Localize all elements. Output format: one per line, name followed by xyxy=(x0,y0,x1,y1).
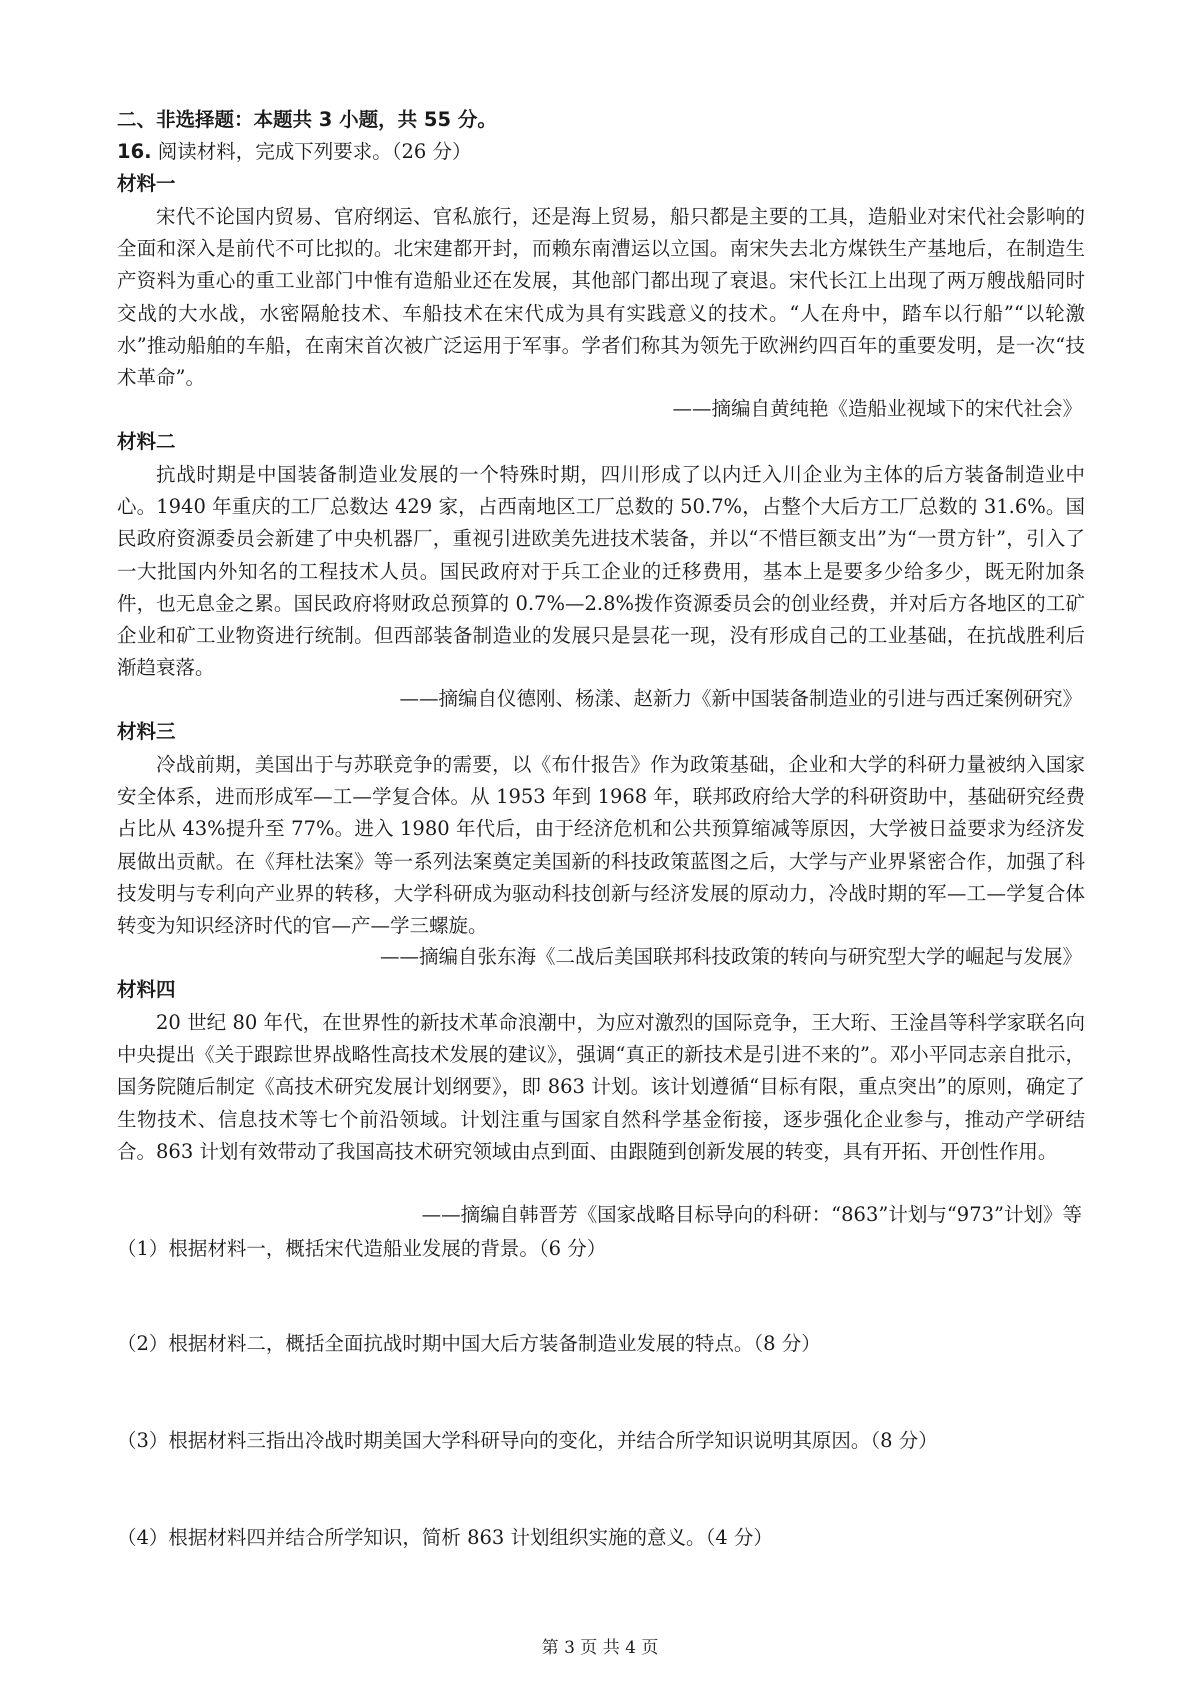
section-title: 二、非选择题：本题共 3 小题，共 55 分。 xyxy=(117,108,497,131)
material-3-label: 材料三 xyxy=(117,720,176,743)
material-4-text: 20 世纪 80 年代，在世界性的新技术革命浪潮中，为应对激烈的国际竞争，王大珩、王淦昌等科学家联名向中央提出《关于跟踪世界战略性高技术发展的建议》，强调“真正的新技术是引进不来的”。邓小平同志亲自批示，国务院随后制定《高技术研究发展计划纲要》，即 863 计划。该计划遵循“目标有限，重点突出”的原则，确定了生物技术、信息技术等七个前沿领域。计划注重与国家自然科学基金衔接，逐步强化企业参与，推动产学研结合。863 计划有效带动了我国高技术研究领域由点到面、由跟随到创新发展的转变，具有开拓、开创性作用。 xyxy=(117,1011,1085,1163)
sub-question-4: （4）根据材料四并结合所学知识，简析 863 计划组织实施的意义。（4 分） xyxy=(117,1526,773,1549)
sub-question-1: （1）根据材料一，概括宋代造船业发展的背景。（6 分） xyxy=(117,1237,607,1260)
material-1-label: 材料一 xyxy=(117,172,176,195)
material-2-source: ——摘编自仪德刚、杨漾、赵新力《新中国装备制造业的引进与西迁案例研究》 xyxy=(399,687,1082,710)
sub-question-3: （3）根据材料三指出冷战时期美国大学科研导向的变化，并结合所学知识说明其原因。（8 分） xyxy=(117,1429,938,1452)
material-3-source: ——摘编自张东海《二战后美国联邦科技政策的转向与研究型大学的崛起与发展》 xyxy=(379,945,1082,968)
material-2-label: 材料二 xyxy=(117,430,176,453)
page-footer: 第 3 页 共 4 页 xyxy=(541,1638,659,1658)
question-number: 16. xyxy=(117,140,152,163)
material-3-text: 冷战前期，美国出于与苏联竞争的需要，以《布什报告》作为政策基础，企业和大学的科研力量被纳入国家安全体系，进而形成军—工—学复合体。从 1953 年到 1968 年，联邦政府给大学的科研资助中，基础研究经费占比从 43%提升至 77%。进入 1980 年代后，由于经济危机和公共预算缩减等原因，大学被日益要求为经济发展做出贡献。在《拜杜法案》等一系列法案奠定美国新的科技政策蓝图之后，大学与产业界紧密合作，加强了科技发明与专利向产业界的转移，大学科研成为驱动科技创新与经济发展的原动力，冷战时期的军—工—学复合体转变为知识经济时代的官—产—学三螺旋。 xyxy=(117,753,1085,938)
material-1-source: ——摘编自黄纯艳《造船业视域下的宋代社会》 xyxy=(672,397,1082,420)
material-1-text: 宋代不论国内贸易、官府纲运、官私旅行，还是海上贸易，船只都是主要的工具，造船业对宋代社会影响的全面和深入是前代不可比拟的。北宋建都开封，而赖东南漕运以立国。南宋失去北方煤铁生产基地后，在制造生产资料为重心的重工业部门中惟有造船业还在发展，其他部门都出现了衰退。宋代长江上出现了两万艘战船同时交战的大水战，水密隔舱技术、车船技术在宋代成为具有实践意义的技术。“人在舟中，踏车以行船”“以轮激水”推动船舶的车船，在南宋首次被广泛运用于军事。学者们称其为领先于欧洲约四百年的重要发明，是一次“技术革命”。 xyxy=(117,205,1085,390)
material-2-text: 抗战时期是中国装备制造业发展的一个特殊时期，四川形成了以内迁入川企业为主体的后方装备制造业中心。1940 年重庆的工厂总数达 429 家，占西南地区工厂总数的 50.7%，占整个大后方工厂总数的 31.6%。国民政府资源委员会新建了中央机器厂，重视引进欧美先进技术装备，并以“不惜巨额支出”为“一贯方针”，引入了一大批国内外知名的工程技术人员。国民政府对于兵工企业的迁移费用，基本上是要多少给多少，既无附加条件，也无息金之累。国民政府将财政总预算的 0.7%—2.8%拨作资源委员会的创业经费，并对后方各地区的工矿企业和矿工业物资进行统制。但西部装备制造业的发展只是昙花一现，没有形成自己的工业基础，在抗战胜利后渐趋衰落。 xyxy=(117,463,1085,680)
material-4-source: ——摘编自韩晋芳《国家战略目标导向的科研：“863”计划与“973”计划》等 xyxy=(421,1203,1082,1226)
question-prompt: 阅读材料，完成下列要求。（26 分） xyxy=(157,140,472,163)
sub-question-2: （2）根据材料二，概括全面抗战时期中国大后方装备制造业发展的特点。（8 分） xyxy=(117,1332,821,1355)
material-4-label: 材料四 xyxy=(117,978,176,1001)
question-header xyxy=(117,136,472,168)
